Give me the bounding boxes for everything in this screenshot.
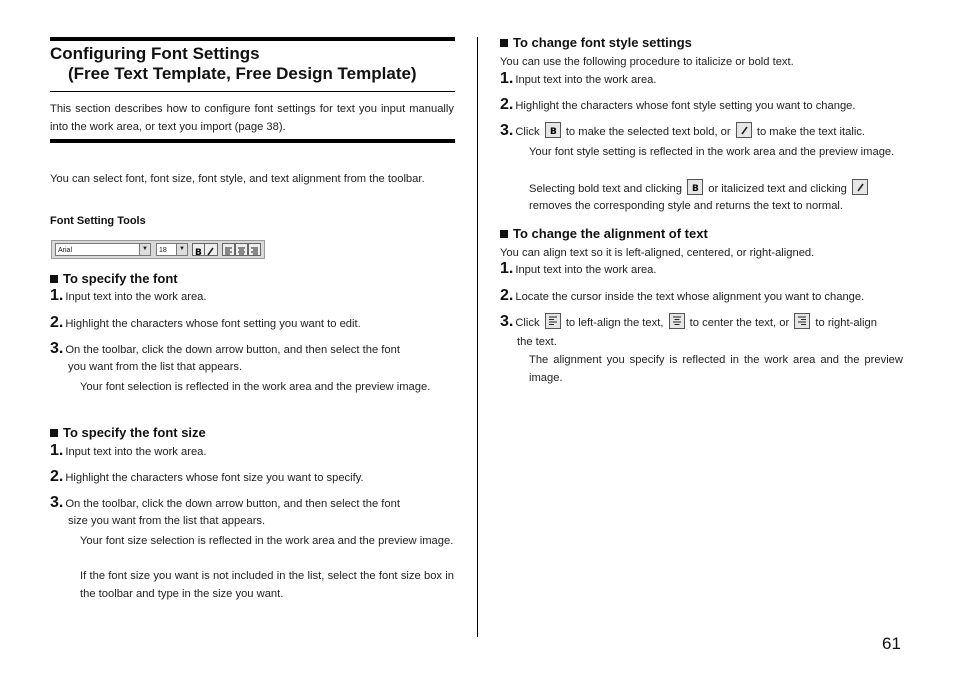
step-number: 2. xyxy=(50,468,64,485)
align-right-icon xyxy=(794,313,810,329)
font-toolbar xyxy=(51,240,265,259)
page-title: Configuring Font Settings xyxy=(50,44,260,63)
tools-label: Font Setting Tools xyxy=(50,215,146,227)
style-step-3 xyxy=(500,122,865,140)
align-intro: You can align text so it is left-aligned, centered, or right-aligned. xyxy=(500,247,815,259)
size-step-1-text: Input text into the work area. xyxy=(65,446,207,458)
style-step-2 xyxy=(500,96,856,114)
size-note-2: If the font size you want is not included in the list, select the font size box in the toolbar and type in the size you want. xyxy=(80,570,454,600)
section-heading-font-text: To specify the font xyxy=(63,271,178,286)
style-step-3-text-c: to make the text italic. xyxy=(756,126,866,138)
chevron-down-icon[interactable]: ▼ xyxy=(139,244,150,255)
step-number: 3. xyxy=(500,313,514,330)
bullet-square-icon xyxy=(500,230,508,238)
step-number: 2. xyxy=(500,96,514,113)
style-step-1-text: Input text into the work area. xyxy=(515,74,657,86)
section-heading-align xyxy=(500,226,708,241)
style-note-2 xyxy=(529,179,870,198)
font-step-3-text: On the toolbar, click the down arrow button, and then select the font xyxy=(65,344,400,356)
align-step-2 xyxy=(500,287,864,305)
font-step-2 xyxy=(50,314,361,332)
step-number: 3. xyxy=(50,340,64,357)
step-number: 3. xyxy=(50,494,64,511)
style-intro: You can use the following procedure to italicize or bold text. xyxy=(500,56,794,68)
italic-icon xyxy=(205,246,216,257)
bullet-square-icon xyxy=(500,39,508,47)
step-number: 1. xyxy=(50,442,64,459)
section-heading-style-text: To change font style settings xyxy=(513,35,692,50)
font-step-1-text: Input text into the work area. xyxy=(65,291,207,303)
chevron-down-icon[interactable]: ▼ xyxy=(176,244,187,255)
align-step-3-text-c: to center the text, or xyxy=(689,317,790,329)
section-heading-align-text: To change the alignment of text xyxy=(513,226,708,241)
bullet-square-icon xyxy=(50,275,58,283)
align-step-3-text-b: to left-align the text, xyxy=(565,317,664,329)
page-number: 61 xyxy=(882,634,901,653)
align-step-1-text: Input text into the work area. xyxy=(515,264,657,276)
size-step-2 xyxy=(50,468,364,486)
align-left-icon xyxy=(223,246,234,257)
style-note-1: Your font style setting is reflected in the work area and the preview image. xyxy=(529,146,895,158)
font-step-1 xyxy=(50,287,207,305)
style-step-2-text: Highlight the characters whose font style setting you want to change. xyxy=(515,100,856,112)
intro-rule xyxy=(50,139,455,143)
bullet-square-icon xyxy=(50,429,58,437)
font-step-3 xyxy=(50,340,400,358)
align-center-icon xyxy=(236,246,247,257)
step-number: 2. xyxy=(50,314,64,331)
svg-text:B: B xyxy=(549,127,557,136)
font-select[interactable] xyxy=(55,243,151,256)
style-step-1 xyxy=(500,70,657,88)
size-step-3-text: On the toolbar, click the down arrow button, and then select the font xyxy=(65,498,400,510)
bold-button[interactable] xyxy=(192,243,205,256)
style-note-2-b: or italicized text and clicking xyxy=(708,183,847,195)
step-number: 1. xyxy=(50,287,64,304)
page-subtitle: (Free Text Template, Free Design Template) xyxy=(68,64,417,83)
align-step-3-text-e: the text. xyxy=(517,336,557,348)
step-number: 1. xyxy=(500,70,514,87)
step-number: 1. xyxy=(500,260,514,277)
bold-icon xyxy=(545,122,561,138)
column-divider xyxy=(477,37,478,637)
align-step-3-text-a: Click xyxy=(515,317,540,329)
section-heading-style xyxy=(500,35,692,50)
title-underline xyxy=(50,91,455,92)
svg-text:B: B xyxy=(195,248,202,257)
font-select-value: Arial xyxy=(58,247,73,254)
style-step-3-text-b: to make the selected text bold, or xyxy=(565,126,731,138)
bold-icon xyxy=(687,179,703,195)
font-size-select[interactable] xyxy=(156,243,188,256)
step-number: 2. xyxy=(500,287,514,304)
size-step-3 xyxy=(50,494,400,512)
style-note-2-c: removes the corresponding style and returns the text to normal. xyxy=(529,200,844,212)
font-step-2-text: Highlight the characters whose font setting you want to edit. xyxy=(65,318,361,330)
italic-button[interactable] xyxy=(205,243,218,256)
intro-text: This section describes how to configure font settings for text you input manually into the work area, or text you import (page 38). xyxy=(50,103,454,133)
align-right-button[interactable] xyxy=(248,243,261,256)
align-step-2-text: Locate the cursor inside the text whose alignment you want to change. xyxy=(515,291,865,303)
font-step-3-text-cont: you want from the list that appears. xyxy=(68,361,243,373)
style-note-2-a: Selecting bold text and clicking xyxy=(529,183,682,195)
style-step-3-text-a: Click xyxy=(515,126,540,138)
description-text: You can select font, font size, font style, and text alignment from the toolbar. xyxy=(50,173,425,185)
align-right-icon xyxy=(249,246,260,257)
size-step-1 xyxy=(50,442,207,460)
size-step-3-text-cont: size you want from the list that appears. xyxy=(68,515,266,527)
section-heading-size-text: To specify the font size xyxy=(63,425,206,440)
align-center-icon xyxy=(669,313,685,329)
section-heading-font xyxy=(50,271,178,286)
align-step-3 xyxy=(500,313,877,331)
align-center-button[interactable] xyxy=(235,243,248,256)
size-step-2-text: Highlight the characters whose font size you want to specify. xyxy=(65,472,364,484)
top-rule xyxy=(50,37,455,41)
font-note: Your font selection is reflected in the work area and the preview image. xyxy=(80,381,431,393)
bold-icon xyxy=(193,246,204,257)
align-left-icon xyxy=(545,313,561,329)
step-number: 3. xyxy=(500,122,514,139)
italic-icon xyxy=(852,179,868,195)
italic-icon xyxy=(736,122,752,138)
align-left-button[interactable] xyxy=(222,243,235,256)
svg-text:B: B xyxy=(692,184,699,193)
section-heading-size xyxy=(50,425,206,440)
font-size-value: 18 xyxy=(159,247,167,254)
align-step-1 xyxy=(500,260,657,278)
size-note-1: Your font size selection is reflected in the work area and the preview image. xyxy=(80,535,454,547)
align-note: The alignment you specify is reflected in the work area and the preview image. xyxy=(529,354,903,384)
align-step-3-text-d: to right-align xyxy=(815,317,877,329)
